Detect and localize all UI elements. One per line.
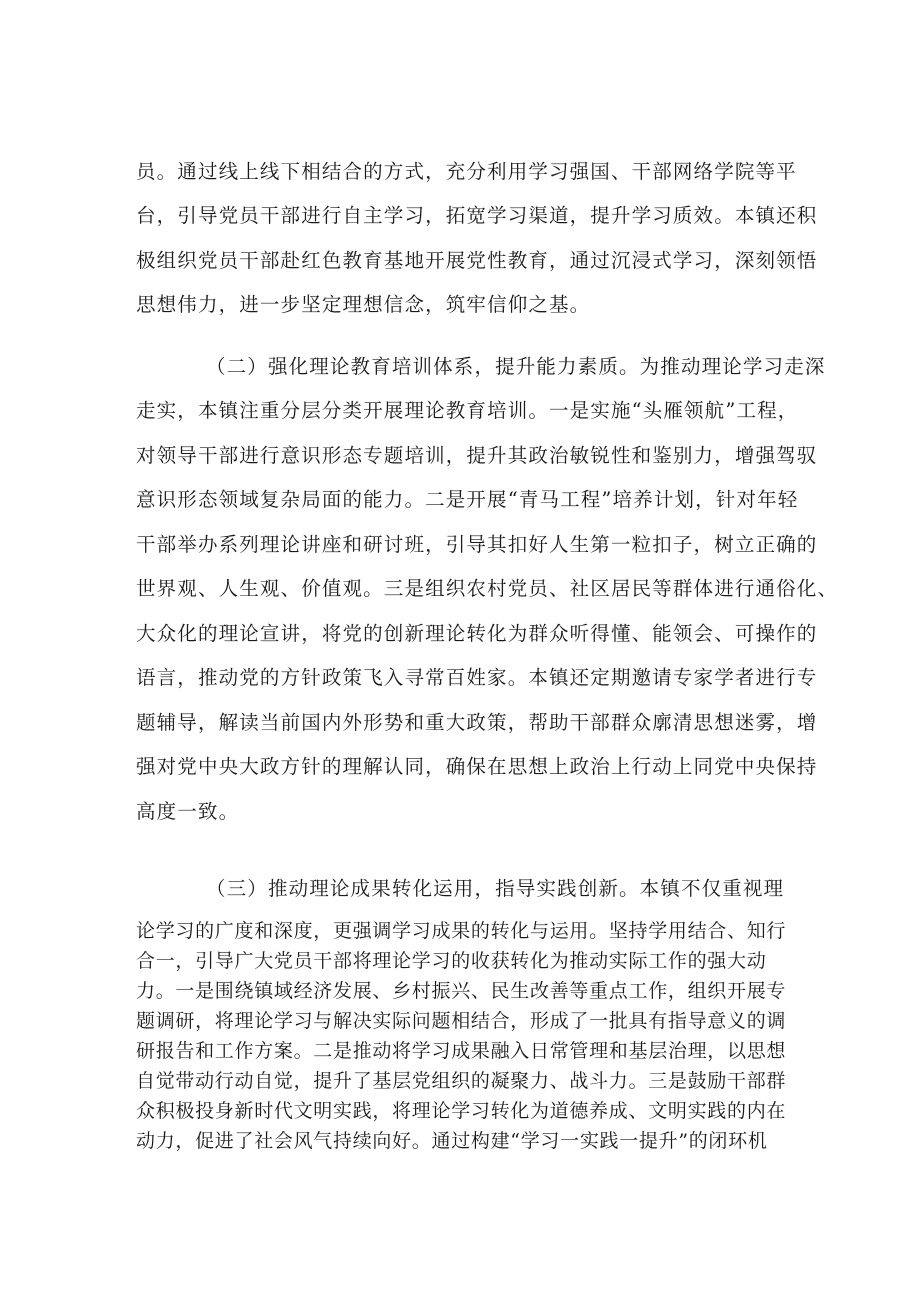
text-line: 研报告和工作方案。二是推动将学习成果融入日常管理和基层治理，以思想 bbox=[136, 1040, 787, 1062]
text-line: 论学习的广度和深度，更强调学习成果的转化与运用。坚持学用结合、知行 bbox=[136, 920, 787, 942]
section-heading-line: （二）强化理论教育培训体系，提升能力素质。为推动理论学习走深 bbox=[206, 355, 826, 378]
text-line: 合一，引导广大党员干部将理论学习的收获转化为推动实际工作的强大动 bbox=[136, 950, 767, 972]
text-line: 题辅导，解读当前国内外形势和重大政策，帮助干部群众廓清思想迷雾，增 bbox=[136, 711, 818, 734]
text-line: 世界观、人生观、价值观。三是组织农村党员、社区居民等群体进行通俗化、 bbox=[136, 577, 839, 600]
text-line: 员。通过线上线下相结合的方式，充分利用学习强国、干部网络学院等平 bbox=[136, 160, 797, 183]
text-line: 思想伟力，进一步坚定理想信念，筑牢信仰之基。 bbox=[136, 293, 591, 316]
text-line: 强对党中央大政方针的理解认同，确保在思想上政治上行动上同党中央保持 bbox=[136, 755, 818, 778]
text-line: 大众化的理论宣讲，将党的创新理论转化为群众听得懂、能领会、可操作的 bbox=[136, 622, 818, 645]
text-line: 动力，促进了社会风气持续向好。通过构建“学习一实践一提升”的闭环机 bbox=[136, 1130, 768, 1152]
text-line: 众积极投身新时代文明实践，将理论学习转化为道德养成、文明实践的内在 bbox=[136, 1100, 787, 1122]
text-line: 极组织党员干部赴红色教育基地开展党性教育，通过沉浸式学习，深刻领悟 bbox=[136, 249, 818, 272]
text-line: 干部举办系列理论讲座和研讨班，引导其扣好人生第一粒扣子，树立正确的 bbox=[136, 533, 818, 556]
text-line: 力。一是围绕镇域经济发展、乡村振兴、民生改善等重点工作，组织开展专 bbox=[136, 980, 787, 1002]
text-line: 对领导干部进行意识形态专题培训，提升其政治敏锐性和鉴别力，增强驾驭 bbox=[136, 444, 818, 467]
text-line: 高度一致。 bbox=[136, 800, 240, 823]
text-line: 意识形态领域复杂局面的能力。二是开展“青马工程”培养计划，针对年轻 bbox=[136, 488, 799, 511]
text-line: 自觉带动行动自觉，提升了基层党组织的凝聚力、战斗力。三是鼓励干部群 bbox=[136, 1070, 787, 1092]
text-line: 台，引导党员干部进行自主学习，拓宽学习渠道，提升学习质效。本镇还积 bbox=[136, 204, 818, 227]
text-line: 题调研，将理论学习与解决实际问题相结合，形成了一批具有指导意义的调 bbox=[136, 1010, 787, 1032]
text-line: 语言，推动党的方针政策飞入寻常百姓家。本镇还定期邀请专家学者进行专 bbox=[136, 666, 818, 689]
section-heading-line: （三）推动理论成果转化运用，指导实践创新。本镇不仅重视理 bbox=[206, 877, 785, 900]
text-line: 走实，本镇注重分层分类开展理论教育培训。一是实施“头雁领航”工程， bbox=[136, 399, 799, 422]
